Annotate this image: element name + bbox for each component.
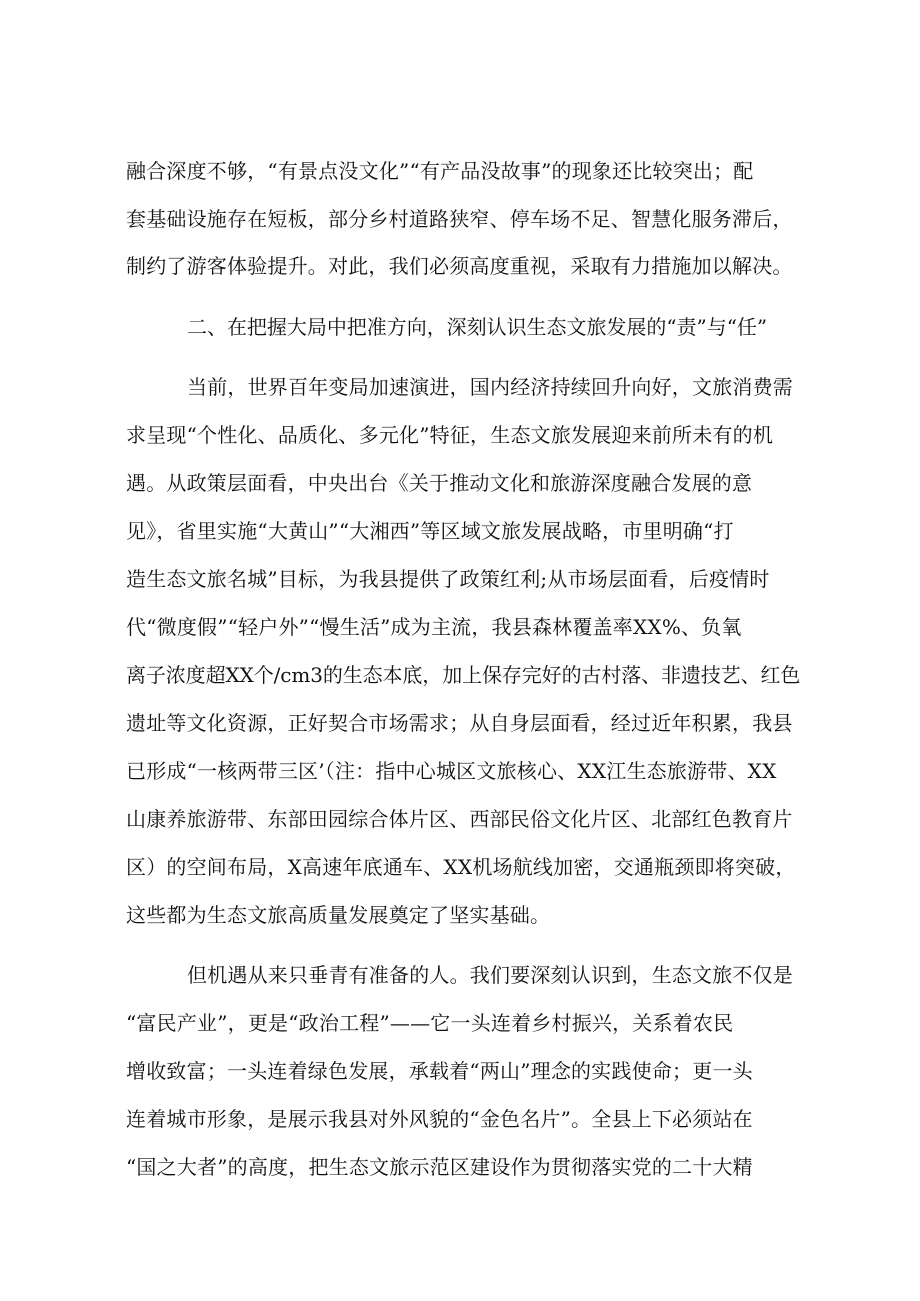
paragraph-line: 见》，省里实施“大黄山”“大湘西”等区域文旅发展战略，市里明确“打 [126, 519, 734, 543]
paragraph-line: 山康养旅游带、东部田园综合体片区、西部民俗文化片区、北部红色教育片 [126, 807, 793, 831]
paragraph-line: 套基础设施存在短板，部分乡村道路狭窄、停车场不足、智慧化服务滞后， [126, 207, 793, 231]
paragraph-line: 增收致富；一头连着绿色发展，承载着“两山”理念的实践使命；更一头 [126, 1059, 753, 1083]
paragraph-line: 融合深度不够，“有景点没文化”“有产品没故事”的现象还比较突出；配 [126, 159, 754, 183]
paragraph-line: 这些都为生态文旅高质量发展奠定了坚实基础。 [126, 903, 551, 927]
paragraph-line: 当前，世界百年变局加速演进，国内经济持续回升向好，文旅消费需 [187, 375, 793, 399]
paragraph-line: 离子浓度超XX个/cm3的生态本底，加上保存完好的古村落、非遗技艺、红色 [126, 663, 801, 687]
paragraph-line: “国之大者”的高度，把生态文旅示范区建设作为贯彻落实党的二十大精 [126, 1155, 753, 1179]
paragraph-line: 造生态文旅名城”目标，为我县提供了政策红利;从市场层面看，后疫情时 [126, 567, 770, 591]
paragraph-line: 区）的空间布局，X高速年底通车、XX机场航线加密，交通瓶颈即将突破， [126, 855, 796, 879]
paragraph-line: 但机遇从来只垂青有准备的人。我们要深刻认识到，生态文旅不仅是 [187, 963, 793, 987]
paragraph-line: “富民产业”，更是“政治工程”——它一头连着乡村振兴，关系着农民 [126, 1011, 734, 1035]
paragraph-line: 遇。从政策层面看，中央出台《关于推动文化和旅游深度融合发展的意 [126, 471, 753, 495]
paragraph-line: 代“微度假”“轻户外”“慢生活”成为主流，我县森林覆盖率XX%、负氧 [126, 615, 742, 639]
paragraph-line: 制约了游客体验提升。对此，我们必须高度重视，采取有力措施加以解决。 [126, 254, 793, 278]
paragraph-line: 连着城市形象，是展示我县对外风貌的“金色名片”。全县上下必须站在 [126, 1107, 753, 1131]
paragraph-line: 已形成“一核两带三区’（注：指中心城区文旅核心、XX江生态旅游带、XX [126, 759, 777, 783]
paragraph-line: 遗址等文化资源，正好契合市场需求；从自身层面看，经过近年积累，我县 [126, 711, 793, 735]
section-heading: 二、在把握大局中把准方向，深刻认识生态文旅发展的“责”与“任” [187, 315, 768, 339]
paragraph-line: 求呈现“个性化、品质化、多元化”特征，生态文旅发展迎来前所未有的机 [126, 423, 774, 447]
